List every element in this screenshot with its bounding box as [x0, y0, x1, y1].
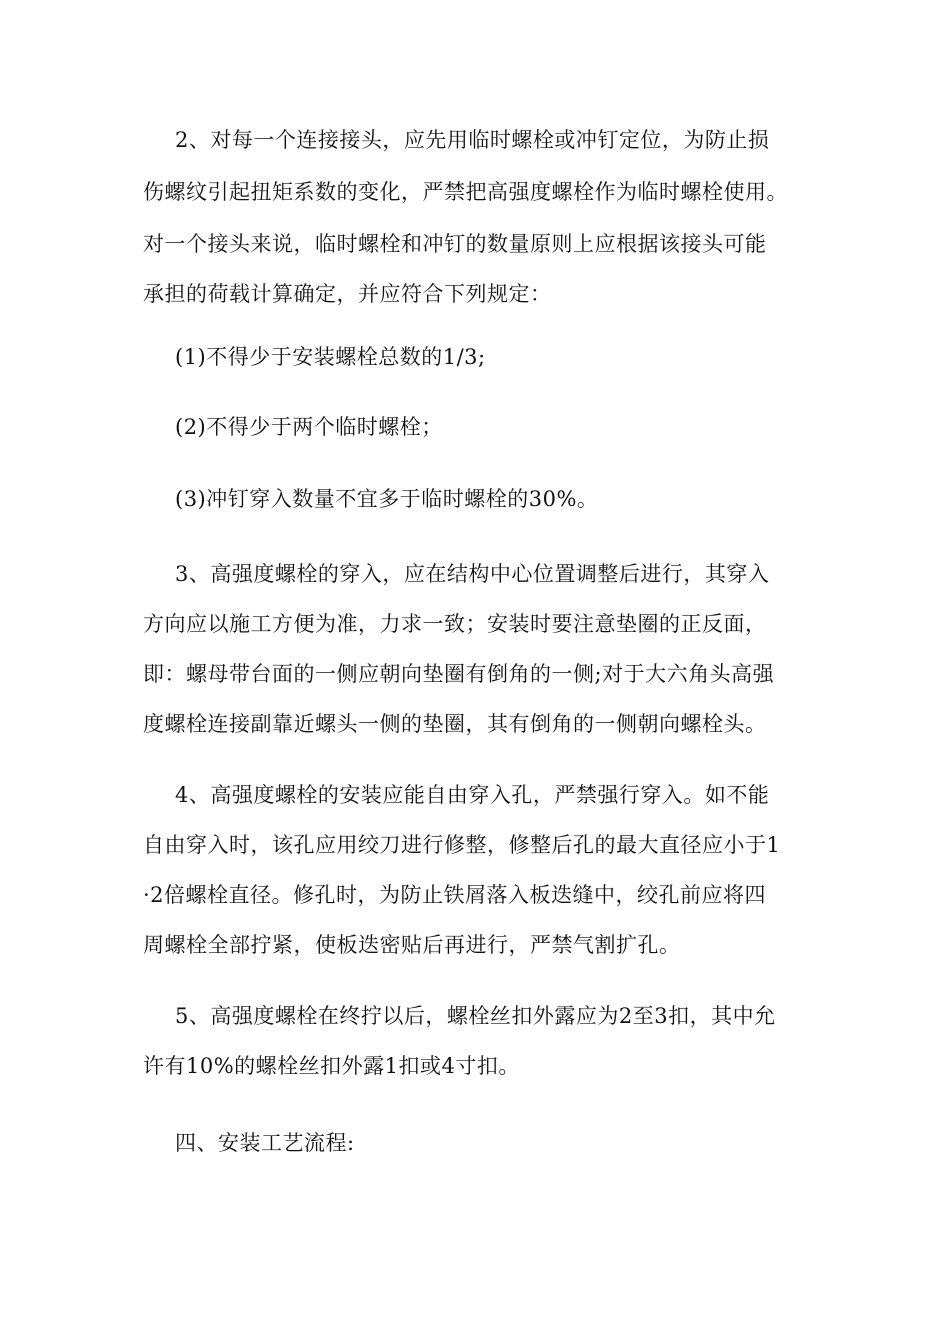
- list-item-1: (1)不得少于安装螺栓总数的1/3;: [175, 345, 486, 369]
- paragraph-2-line-1: 2、对每一个连接接头，应先用临时螺栓或冲钉定位，为防止损: [175, 128, 770, 152]
- paragraph-4-line-4: 周螺栓全部拧紧，使板迭密贴后再进行，严禁气割扩孔。: [143, 933, 681, 957]
- paragraph-5-line-2: 许有10%的螺栓丝扣外露1扣或4寸扣。: [143, 1054, 520, 1078]
- paragraph-2-line-4: 承担的荷载计算确定，并应符合下列规定：: [143, 282, 552, 306]
- list-item-2: (2)不得少于两个临时螺栓；: [175, 415, 443, 439]
- paragraph-4-line-1: 4、高强度螺栓的安装应能自由穿入孔，严禁强行穿入。如不能: [175, 783, 770, 807]
- paragraph-3-line-2: 方向应以施工方便为准，力求一致；安装时要注意垫圈的正反面，: [143, 612, 767, 636]
- paragraph-4-line-3: ·2倍螺栓直径。修孔时，为防止铁屑落入板迭缝中，绞孔前应将四: [143, 883, 767, 907]
- section-heading: 四、安装工艺流程:: [175, 1131, 355, 1155]
- paragraph-2-line-2: 伤螺纹引起扭矩系数的变化，严禁把高强度螺栓作为临时螺栓使用。: [143, 180, 788, 204]
- paragraph-3-line-4: 度螺栓连接副靠近螺头一侧的垫圈，其有倒角的一侧朝向螺栓头。: [143, 712, 767, 736]
- paragraph-4-line-2: 自由穿入时，该孔应用绞刀进行修整，修整后孔的最大直径应小于1: [143, 833, 781, 857]
- paragraph-5-line-1: 5、高强度螺栓在终拧以后，螺栓丝扣外露应为2至3扣，其中允: [175, 1004, 776, 1028]
- paragraph-3-line-3: 即：螺母带台面的一侧应朝向垫圈有倒角的一侧;对于大六角头高强: [143, 662, 775, 686]
- paragraph-2-line-3: 对一个接头来说，临时螺栓和冲钉的数量原则上应根据该接头可能: [143, 232, 767, 256]
- paragraph-3-line-1: 3、高强度螺栓的穿入，应在结构中心位置调整后进行，其穿入: [175, 562, 770, 586]
- list-item-3: (3)冲钉穿入数量不宜多于临时螺栓的30%。: [175, 487, 599, 511]
